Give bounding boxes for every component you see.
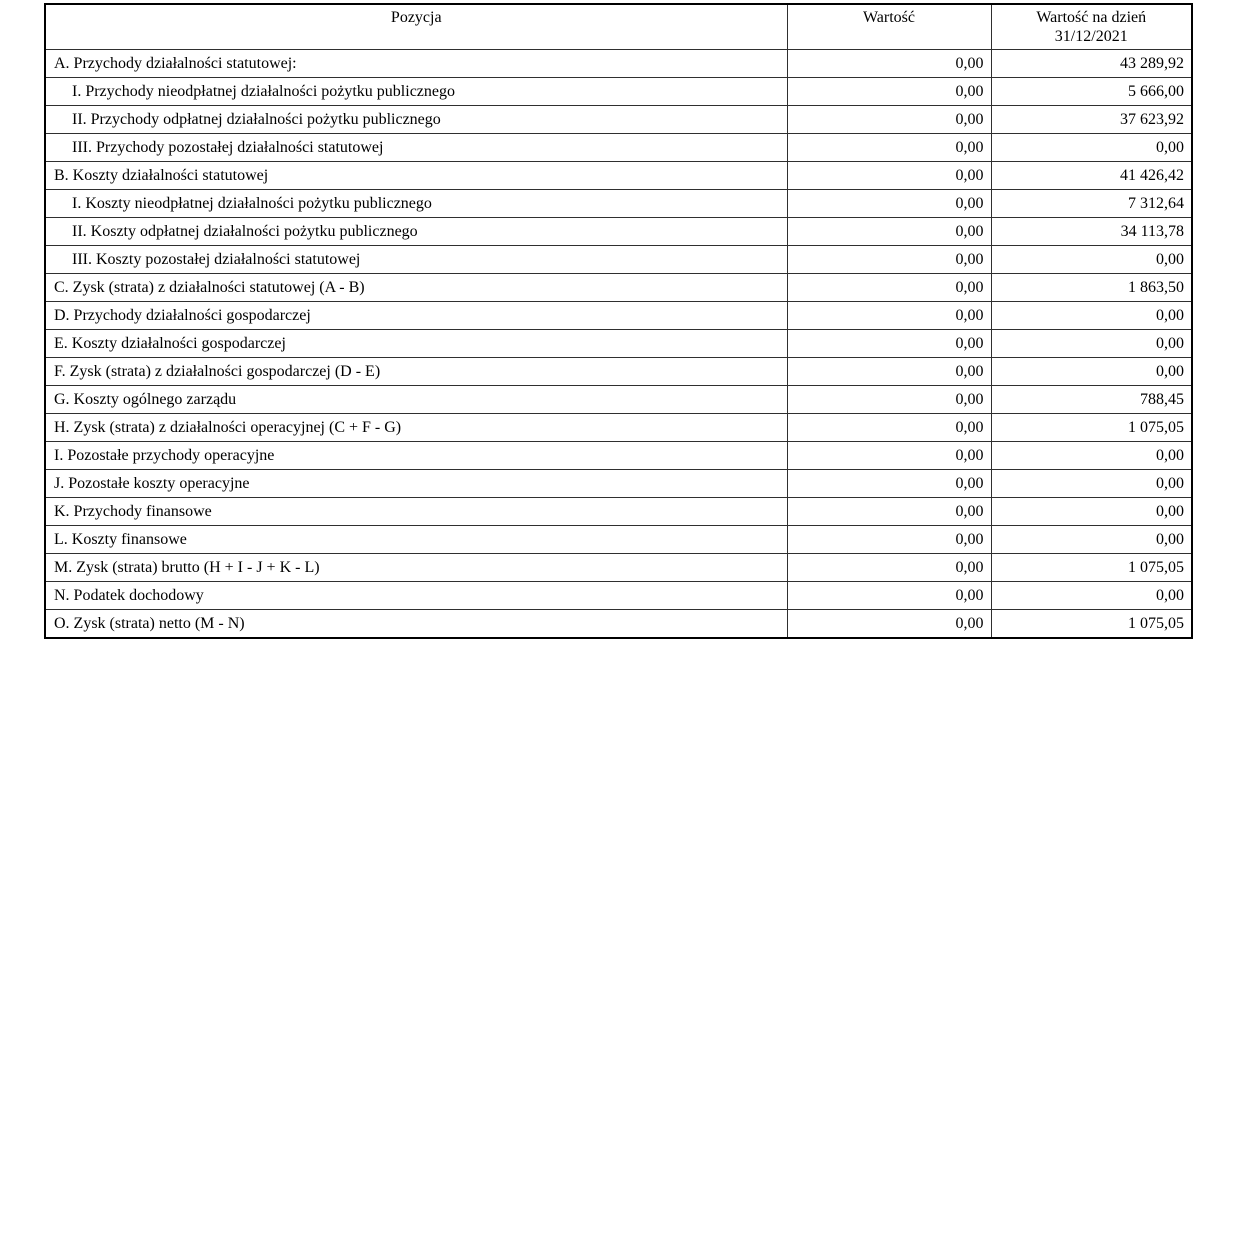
row-wartosc-na-dzien: 788,45 xyxy=(991,386,1192,414)
row-wartosc-na-dzien: 1 075,05 xyxy=(991,554,1192,582)
table-row xyxy=(45,582,1192,610)
table-row xyxy=(45,274,1192,302)
row-wartosc: 0,00 xyxy=(787,78,991,106)
row-wartosc: 0,00 xyxy=(787,302,991,330)
row-wartosc-na-dzien: 34 113,78 xyxy=(991,218,1192,246)
column-header-wartosc-na-dzien-line2: 31/12/2021 xyxy=(1054,28,1128,45)
row-wartosc: 0,00 xyxy=(787,582,991,610)
table-header-row xyxy=(45,4,1192,50)
row-wartosc-na-dzien: 1 863,50 xyxy=(991,274,1192,302)
row-wartosc-na-dzien: 0,00 xyxy=(991,582,1192,610)
row-wartosc: 0,00 xyxy=(787,442,991,470)
row-label: H. Zysk (strata) z działalności operacyjnej (C + F - G) xyxy=(45,414,787,442)
row-wartosc: 0,00 xyxy=(787,134,991,162)
row-wartosc: 0,00 xyxy=(787,246,991,274)
table-row xyxy=(45,190,1192,218)
row-wartosc: 0,00 xyxy=(787,190,991,218)
row-label: K. Przychody finansowe xyxy=(45,498,787,526)
row-wartosc-na-dzien: 0,00 xyxy=(991,526,1192,554)
row-wartosc: 0,00 xyxy=(787,330,991,358)
row-wartosc: 0,00 xyxy=(787,554,991,582)
row-wartosc: 0,00 xyxy=(787,162,991,190)
row-wartosc: 0,00 xyxy=(787,526,991,554)
row-wartosc: 0,00 xyxy=(787,358,991,386)
table-row xyxy=(45,50,1192,78)
row-wartosc-na-dzien: 37 623,92 xyxy=(991,106,1192,134)
row-label: III. Przychody pozostałej działalności statutowej xyxy=(45,134,787,162)
column-header-wartosc-na-dzien-line1: Wartość na dzień xyxy=(1036,9,1147,26)
row-label: II. Koszty odpłatnej działalności pożytku publicznego xyxy=(45,218,787,246)
row-wartosc: 0,00 xyxy=(787,610,991,638)
row-label: C. Zysk (strata) z działalności statutowej (A - B) xyxy=(45,274,787,302)
row-wartosc: 0,00 xyxy=(787,386,991,414)
table-row xyxy=(45,470,1192,498)
row-wartosc-na-dzien: 0,00 xyxy=(991,330,1192,358)
column-header-wartosc-na-dzien xyxy=(991,4,1192,50)
table-row xyxy=(45,554,1192,582)
profit-loss-table xyxy=(44,3,1193,639)
row-wartosc: 0,00 xyxy=(787,414,991,442)
row-wartosc: 0,00 xyxy=(787,50,991,78)
row-label: G. Koszty ogólnego zarządu xyxy=(45,386,787,414)
row-label: II. Przychody odpłatnej działalności pożytku publicznego xyxy=(45,106,787,134)
table-row xyxy=(45,526,1192,554)
table-row xyxy=(45,498,1192,526)
row-wartosc-na-dzien: 0,00 xyxy=(991,134,1192,162)
row-wartosc-na-dzien: 0,00 xyxy=(991,442,1192,470)
row-wartosc-na-dzien: 0,00 xyxy=(991,498,1192,526)
table-row xyxy=(45,218,1192,246)
row-label: F. Zysk (strata) z działalności gospodarczej (D - E) xyxy=(45,358,787,386)
row-wartosc: 0,00 xyxy=(787,106,991,134)
table-row xyxy=(45,386,1192,414)
row-label: L. Koszty finansowe xyxy=(45,526,787,554)
table-row xyxy=(45,246,1192,274)
row-wartosc-na-dzien: 0,00 xyxy=(991,470,1192,498)
table-row xyxy=(45,610,1192,638)
row-label: I. Pozostałe przychody operacyjne xyxy=(45,442,787,470)
table-row xyxy=(45,330,1192,358)
row-wartosc-na-dzien: 1 075,05 xyxy=(991,610,1192,638)
row-label: E. Koszty działalności gospodarczej xyxy=(45,330,787,358)
row-label: B. Koszty działalności statutowej xyxy=(45,162,787,190)
row-wartosc: 0,00 xyxy=(787,470,991,498)
row-label: A. Przychody działalności statutowej: xyxy=(45,50,787,78)
column-header-wartosc: Wartość xyxy=(787,4,991,50)
row-label: D. Przychody działalności gospodarczej xyxy=(45,302,787,330)
row-wartosc-na-dzien: 5 666,00 xyxy=(991,78,1192,106)
table-body xyxy=(45,50,1192,638)
table-row xyxy=(45,414,1192,442)
row-wartosc-na-dzien: 7 312,64 xyxy=(991,190,1192,218)
row-label: I. Koszty nieodpłatnej działalności pożytku publicznego xyxy=(45,190,787,218)
table-row xyxy=(45,358,1192,386)
row-wartosc: 0,00 xyxy=(787,498,991,526)
row-label: N. Podatek dochodowy xyxy=(45,582,787,610)
row-wartosc-na-dzien: 1 075,05 xyxy=(991,414,1192,442)
column-header-pozycja: Pozycja xyxy=(45,4,787,50)
table-row xyxy=(45,78,1192,106)
row-label: O. Zysk (strata) netto (M - N) xyxy=(45,610,787,638)
row-wartosc: 0,00 xyxy=(787,274,991,302)
row-wartosc: 0,00 xyxy=(787,218,991,246)
row-wartosc-na-dzien: 41 426,42 xyxy=(991,162,1192,190)
row-wartosc-na-dzien: 0,00 xyxy=(991,358,1192,386)
row-label: J. Pozostałe koszty operacyjne xyxy=(45,470,787,498)
row-label: M. Zysk (strata) brutto (H + I - J + K - L) xyxy=(45,554,787,582)
row-label: III. Koszty pozostałej działalności statutowej xyxy=(45,246,787,274)
row-wartosc-na-dzien: 43 289,92 xyxy=(991,50,1192,78)
table-row xyxy=(45,442,1192,470)
row-wartosc-na-dzien: 0,00 xyxy=(991,302,1192,330)
row-wartosc-na-dzien: 0,00 xyxy=(991,246,1192,274)
table-row xyxy=(45,302,1192,330)
row-label: I. Przychody nieodpłatnej działalności pożytku publicznego xyxy=(45,78,787,106)
table-row xyxy=(45,106,1192,134)
table-row xyxy=(45,134,1192,162)
table-row xyxy=(45,162,1192,190)
